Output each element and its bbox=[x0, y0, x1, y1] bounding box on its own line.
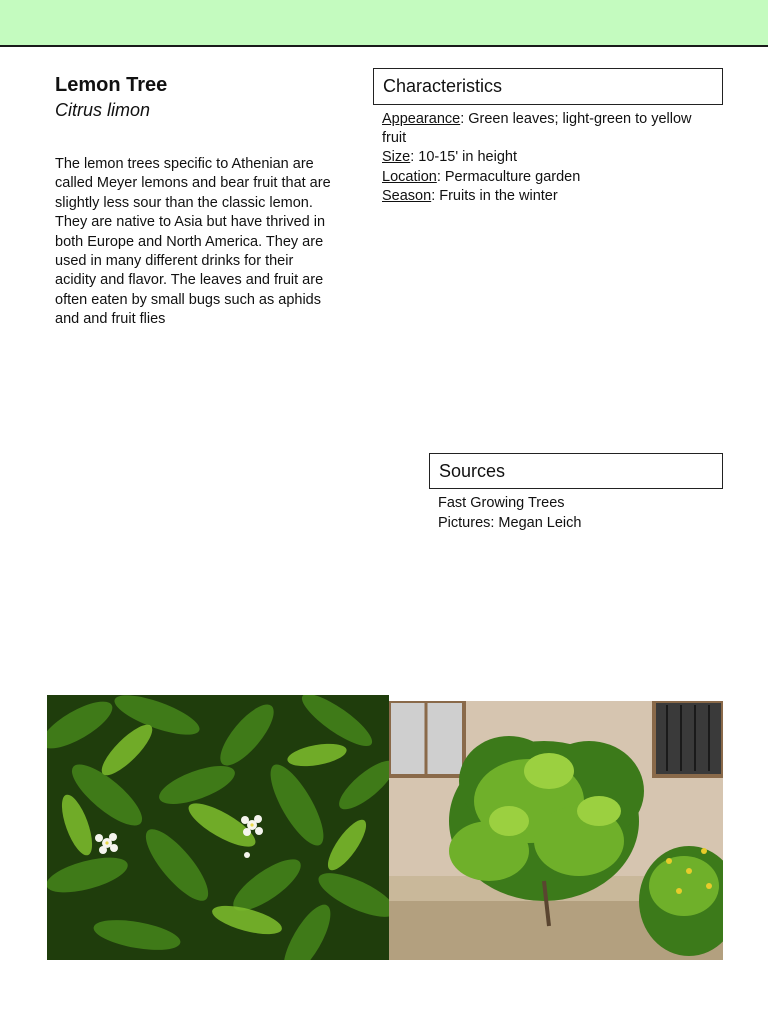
page-title: Lemon Tree bbox=[55, 74, 168, 96]
characteristic-value: : Fruits in the winter bbox=[431, 187, 558, 204]
characteristic-label: Season bbox=[382, 187, 432, 204]
characteristic-label: Location bbox=[382, 168, 437, 185]
lemon-leaves-photo bbox=[47, 695, 389, 960]
characteristic-value: : Green leaves; light-green to yellow fruit bbox=[382, 111, 692, 147]
characteristics-heading: Characteristics bbox=[383, 76, 503, 96]
characteristics-heading-box bbox=[373, 68, 723, 105]
characteristics-list bbox=[382, 110, 717, 206]
lemon-shrub-photo bbox=[389, 701, 723, 960]
characteristic-size bbox=[382, 148, 717, 167]
characteristic-value: : Permaculture garden bbox=[436, 168, 581, 185]
lemon-leaves-flowers-photo bbox=[47, 695, 389, 960]
characteristic-location bbox=[382, 168, 717, 187]
sources-list bbox=[438, 494, 718, 533]
source-item: Pictures: Megan Leich bbox=[438, 514, 582, 531]
sources-heading: Sources bbox=[439, 460, 506, 481]
plant-description: The lemon trees specific to Athenian are called Meyer lemons and bear fruit that are slightly less sour than the classic lemon. They are native to Asia but have thrived in both Europe and North America. They are used in many different drinks for their acidity and flavor. The leaves and fruit are often eaten by small bugs such as aphids and and fruit flies bbox=[55, 156, 331, 328]
source-item: Fast Growing Trees bbox=[438, 495, 565, 511]
characteristic-season bbox=[382, 187, 717, 206]
sources-heading-box bbox=[429, 453, 723, 489]
characteristic-appearance bbox=[382, 110, 717, 148]
scientific-name: Citrus limon bbox=[55, 100, 151, 120]
characteristic-label: Size bbox=[382, 149, 411, 166]
lemon-shrub-photo bbox=[389, 701, 723, 960]
header-bar bbox=[0, 0, 768, 47]
characteristic-label: Appearance bbox=[382, 111, 461, 127]
characteristic-value: : 10-15' in height bbox=[410, 149, 517, 166]
